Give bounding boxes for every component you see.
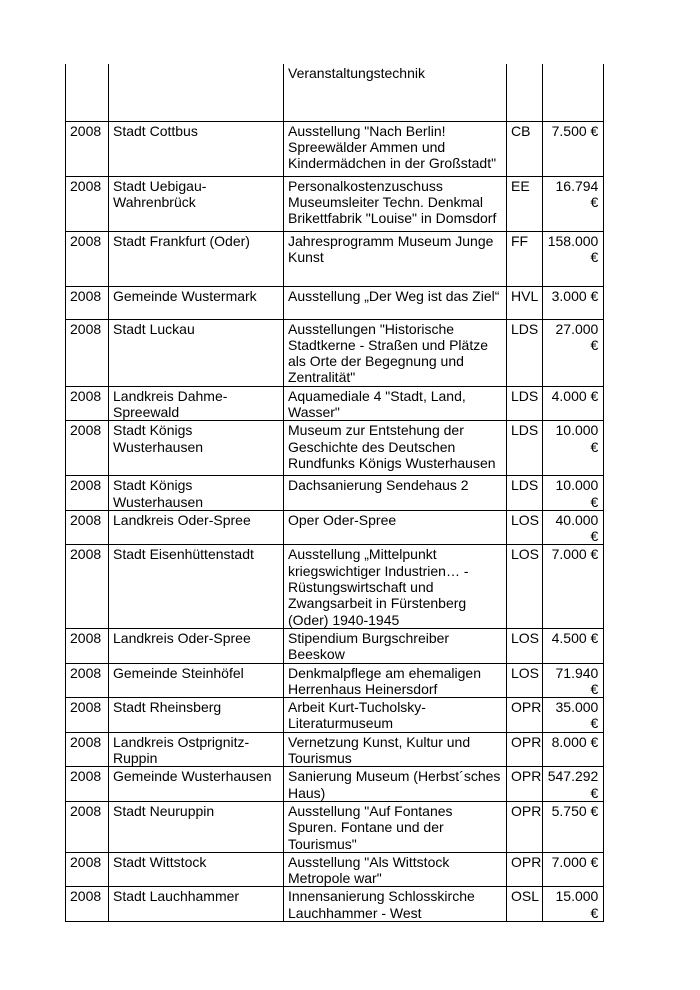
cell-amount [543,64,604,121]
cell-region: OPR [507,852,543,887]
funding-table [65,64,604,922]
cell-amount: 8.000 € [543,732,604,767]
table-row [66,767,604,802]
table-row [66,545,604,628]
cell-project: Innensanierung Schlosskirche Lauchhammer - West [284,887,507,922]
cell-amount: 10.000 € [543,476,604,511]
table-row [66,698,604,733]
cell-project: Oper Oder-Spree [284,510,507,545]
cell-recipient: Stadt Königs Wusterhausen [109,476,284,511]
cell-region: EE [507,176,543,231]
cell-year: 2008 [66,801,109,852]
cell-amount: 27.000 € [543,319,604,386]
table-row [66,386,604,421]
cell-project: Denkmalpflege am ehemaligen Herrenhaus Heinersdorf [284,663,507,698]
cell-project: Museum zur Entstehung der Geschichte des Deutschen Rundfunks Königs Wusterhausen [284,421,507,476]
cell-recipient: Landkreis Dahme-Spreewald [109,386,284,421]
cell-amount: 7.000 € [543,852,604,887]
cell-recipient: Gemeinde Wusterhausen [109,767,284,802]
cell-year: 2008 [66,286,109,319]
cell-year: 2008 [66,121,109,176]
cell-project: Dachsanierung Sendehaus 2 [284,476,507,511]
cell-recipient: Stadt Cottbus [109,121,284,176]
cell-project: Aquamediale 4 "Stadt, Land, Wasser" [284,386,507,421]
table-row [66,421,604,476]
cell-year: 2008 [66,887,109,922]
cell-region: LOS [507,663,543,698]
cell-region: OPR [507,801,543,852]
cell-amount: 4.000 € [543,386,604,421]
cell-amount: 7.500 € [543,121,604,176]
table-row [66,319,604,386]
cell-recipient: Stadt Wittstock [109,852,284,887]
cell-recipient: Stadt Rheinsberg [109,698,284,733]
cell-amount: 5.750 € [543,801,604,852]
table-row [66,887,604,922]
cell-year: 2008 [66,231,109,286]
cell-recipient: Stadt Lauchhammer [109,887,284,922]
cell-amount: 4.500 € [543,628,604,663]
cell-project: Ausstellung "Nach Berlin! Spreewälder Ammen und Kindermädchen in der Großstadt" [284,121,507,176]
cell-recipient [109,64,284,121]
cell-year: 2008 [66,767,109,802]
table-row [66,176,604,231]
cell-recipient: Stadt Uebigau-Wahrenbrück [109,176,284,231]
cell-project: Ausstellung "Als Wittstock Metropole war" [284,852,507,887]
cell-recipient: Stadt Neuruppin [109,801,284,852]
cell-project: Ausstellung „Der Weg ist das Ziel“ [284,286,507,319]
cell-project: Stipendium Burgschreiber Beeskow [284,628,507,663]
table-row [66,286,604,319]
cell-region [507,64,543,121]
cell-amount: 547.292 € [543,767,604,802]
cell-project: Personalkostenzuschuss Museumsleiter Techn. Denkmal Brikettfabrik "Louise" in Domsdorf [284,176,507,231]
table-row [66,801,604,852]
table-row [66,231,604,286]
cell-region: LOS [507,510,543,545]
cell-amount: 3.000 € [543,286,604,319]
cell-recipient: Stadt Königs Wusterhausen [109,421,284,476]
cell-region: OPR [507,698,543,733]
cell-recipient: Gemeinde Wustermark [109,286,284,319]
cell-region: LDS [507,476,543,511]
cell-amount: 16.794 € [543,176,604,231]
cell-year: 2008 [66,698,109,733]
cell-recipient: Stadt Eisenhüttenstadt [109,545,284,628]
table-row [66,121,604,176]
cell-amount: 40.000 € [543,510,604,545]
cell-year: 2008 [66,386,109,421]
cell-amount: 35.000 € [543,698,604,733]
cell-region: OPR [507,767,543,802]
cell-year: 2008 [66,421,109,476]
table-row [66,732,604,767]
cell-year: 2008 [66,545,109,628]
cell-year: 2008 [66,732,109,767]
table-row [66,476,604,511]
cell-amount: 7.000 € [543,545,604,628]
cell-region: LDS [507,386,543,421]
cell-region: FF [507,231,543,286]
cell-project: Sanierung Museum (Herbst´sches Haus) [284,767,507,802]
cell-year [66,64,109,121]
cell-region: LOS [507,628,543,663]
cell-project: Ausstellungen "Historische Stadtkerne - Straßen und Plätze als Orte der Begegnung und Zentralität" [284,319,507,386]
cell-region: LDS [507,319,543,386]
cell-recipient: Gemeinde Steinhöfel [109,663,284,698]
table-row [66,64,604,121]
cell-amount: 15.000 € [543,887,604,922]
cell-project: Arbeit Kurt-Tucholsky-Literaturmuseum [284,698,507,733]
cell-region: LDS [507,421,543,476]
table-row [66,663,604,698]
cell-year: 2008 [66,663,109,698]
cell-year: 2008 [66,852,109,887]
cell-project: Ausstellung „Mittelpunkt kriegswichtiger Industrien… - Rüstungswirtschaft und Zwangsarbeit in Fürstenberg (Oder) 1940-1945 [284,545,507,628]
cell-amount: 158.000 € [543,231,604,286]
cell-amount: 71.940 € [543,663,604,698]
table-row [66,510,604,545]
table-row [66,628,604,663]
cell-year: 2008 [66,176,109,231]
cell-project: Vernetzung Kunst, Kultur und Tourismus [284,732,507,767]
cell-region: CB [507,121,543,176]
cell-recipient: Stadt Frankfurt (Oder) [109,231,284,286]
cell-region: OSL [507,887,543,922]
cell-project: Jahresprogramm Museum Junge Kunst [284,231,507,286]
cell-recipient: Landkreis Oder-Spree [109,510,284,545]
cell-project: Veranstaltungstechnik [284,64,507,121]
cell-region: OPR [507,732,543,767]
cell-recipient: Stadt Luckau [109,319,284,386]
cell-recipient: Landkreis Ostprignitz-Ruppin [109,732,284,767]
cell-recipient: Landkreis Oder-Spree [109,628,284,663]
cell-region: LOS [507,545,543,628]
cell-amount: 10.000 € [543,421,604,476]
cell-project: Ausstellung "Auf Fontanes Spuren. Fontane und der Tourismus" [284,801,507,852]
cell-year: 2008 [66,628,109,663]
table-row [66,852,604,887]
cell-year: 2008 [66,319,109,386]
cell-region: HVL [507,286,543,319]
cell-year: 2008 [66,510,109,545]
cell-year: 2008 [66,476,109,511]
funding-table-body [66,64,604,922]
